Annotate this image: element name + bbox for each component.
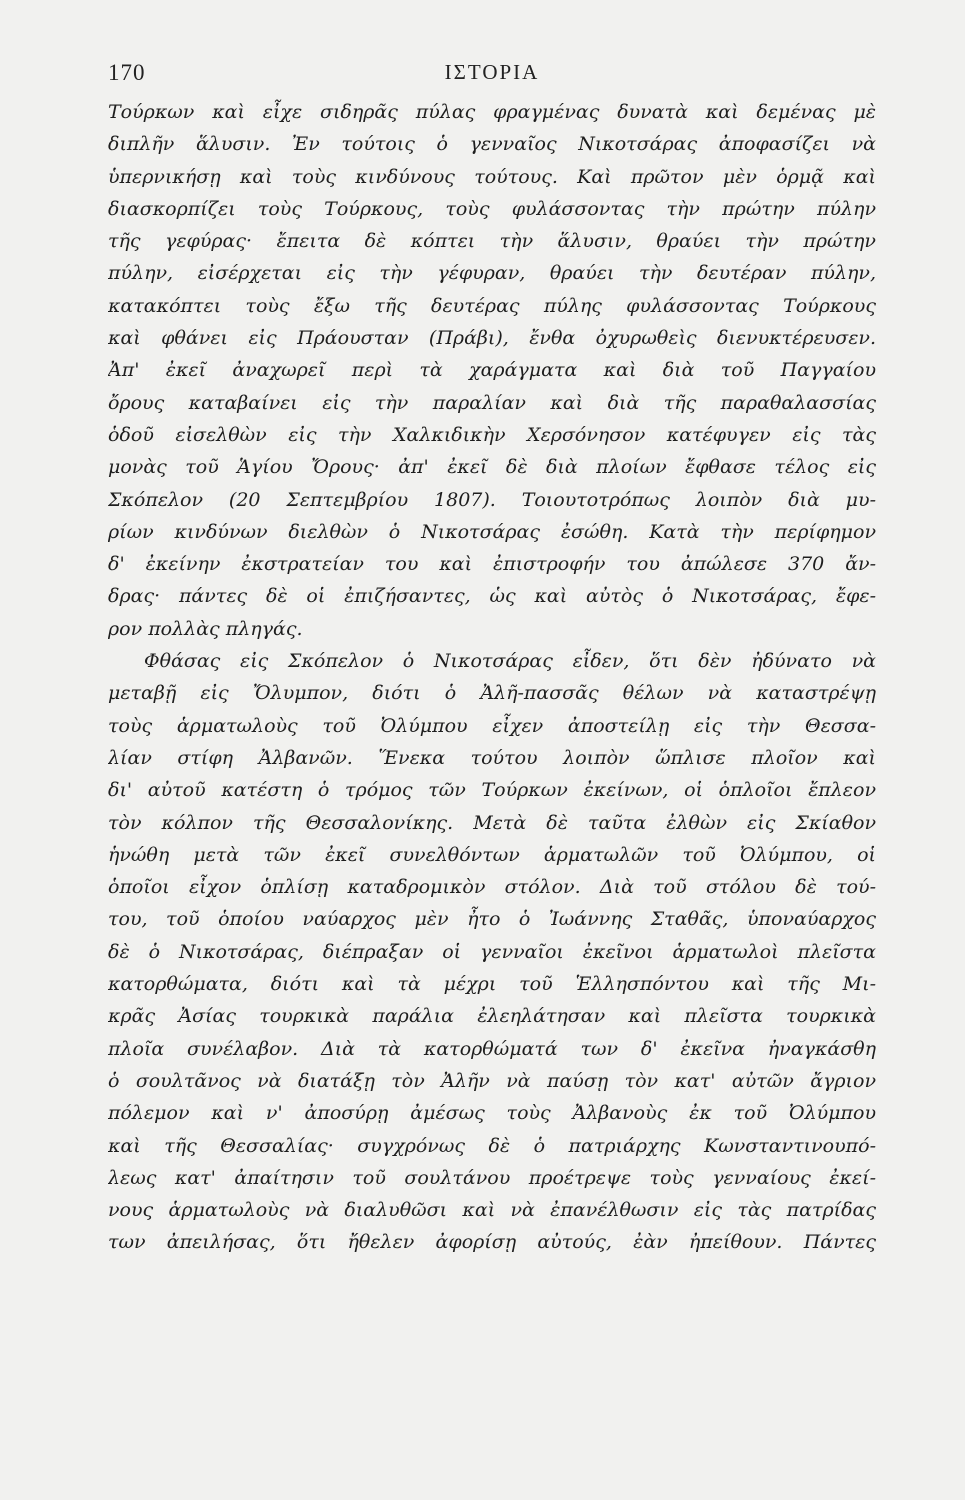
text-line: δὲ ὁ Νικοτσάρας, διέπραξαν οἱ γενναῖοι ἐκεῖνοι ἁρματωλοὶ πλεῖστα (108, 940, 876, 963)
text-line: του, τοῦ ὁποίου ναύαρχος μὲν ἦτο ὁ Ἰωάννης Σταθᾶς, ὑποναύαρχος (108, 908, 876, 931)
text-line: διασκορπίζει τοὺς Τούρκους, τοὺς φυλάσσοντας τὴν πρώτην πύλην (108, 197, 876, 220)
text-line: Ἀπ' ἐκεῖ ἀναχωρεῖ περὶ τὰ χαράγματα καὶ διὰ τοῦ Παγγαίου (108, 359, 876, 382)
running-head: ΙΣΤΟΡΙΑ (444, 60, 540, 84)
text-line: καὶ τῆς Θεσσαλίας· συγχρόνως δὲ ὁ πατριάρχης Κωνσταντινουπό- (108, 1134, 876, 1157)
body-text (108, 96, 876, 1259)
text-line: κρᾶς Ἀσίας τουρκικὰ παράλια ἐλεηλάτησαν καὶ πλεῖστα τουρκικὰ (108, 1005, 876, 1028)
text-line: ὁ σουλτᾶνος νὰ διατάξῃ τὸν Ἀλῆν νὰ παύσῃ τὸν κατ' αὐτῶν ἄγριον (108, 1069, 876, 1092)
text-line: κατορθώματα, διότι καὶ τὰ μέχρι τοῦ Ἑλλησπόντου καὶ τῆς Μι- (108, 973, 876, 996)
text-line: τοὺς ἁρματωλοὺς τοῦ Ὀλύμπου εἶχεν ἀποστείλῃ εἰς τὴν Θεσσα- (108, 714, 876, 737)
text-line: πόλεμον καὶ ν' ἀποσύρῃ ἀμέσως τοὺς Ἀλβανοὺς ἐκ τοῦ Ὀλύμπου (108, 1102, 876, 1125)
text-line: ὁποῖοι εἶχον ὁπλίσῃ καταδρομικὸν στόλον. Διὰ τοῦ στόλου δὲ τού- (108, 876, 876, 899)
text-line: ὑπερνικήσῃ καὶ τοὺς κινδύνους τούτους. Καὶ πρῶτον μὲν ὁρμᾷ καὶ (108, 165, 876, 188)
text-line: κατακόπτει τοὺς ἔξω τῆς δευτέρας πύλης φυλάσσοντας Τούρκους (108, 294, 876, 317)
text-line: τῆς γεφύρας· ἔπειτα δὲ κόπτει τὴν ἅλυσιν, θραύει τὴν πρώτην (108, 230, 876, 253)
text-line: ὄρους καταβαίνει εἰς τὴν παραλίαν καὶ διὰ τῆς παραθαλασσίας (108, 391, 876, 414)
text-line: Τούρκων καὶ εἶχε σιδηρᾶς πύλας φραγμένας δυνατὰ καὶ δεμένας μὲ (108, 101, 876, 123)
text-line: νους ἁρματωλοὺς νὰ διαλυθῶσι καὶ νὰ ἐπανέλθωσιν εἰς τὰς πατρίδας (108, 1199, 876, 1222)
text-line: ὁδοῦ εἰσελθὼν εἰς τὴν Χαλκιδικὴν Χερσόνησον κατέφυγεν εἰς τὰς (108, 423, 876, 446)
text-line: δ' ἐκείνην ἐκστρατείαν του καὶ ἐπιστροφήν του ἀπώλεσε 370 ἄν- (108, 553, 876, 576)
page-header (108, 60, 876, 94)
text-line: δρας· πάντες δὲ οἱ ἐπιζήσαντες, ὡς καὶ αὐτὸς ὁ Νικοτσάρας, ἔφε- (108, 585, 876, 608)
text-line: Σκόπελον (20 Σεπτεμβρίου 1807). Τοιουτοτρόπως λοιπὸν διὰ μυ- (108, 488, 876, 511)
paragraph-end-line: ρον πολλὰς πληγάς. (108, 617, 303, 640)
text-line: ἡνώθη μετὰ τῶν ἐκεῖ συνελθόντων ἁρματωλῶν τοῦ Ὀλύμπου, οἱ (108, 843, 876, 866)
text-line: δι' αὐτοῦ κατέστη ὁ τρόμος τῶν Τούρκων ἐκείνων, οἱ ὁπλοῖοι ἔπλεον (108, 779, 876, 802)
text-line: πύλην, εἰσέρχεται εἰς τὴν γέφυραν, θραύει τὴν δευτέραν πύλην, (108, 262, 876, 285)
text-line: ρίων κινδύνων διελθὼν ὁ Νικοτσάρας ἐσώθη. Κατὰ τὴν περίφημον (108, 520, 876, 543)
text-line: διπλῆν ἅλυσιν. Ἐν τούτοις ὁ γενναῖος Νικοτσάρας ἀποφασίζει νὰ (108, 133, 876, 156)
page-number: 170 (108, 60, 146, 85)
text-line: μονὰς τοῦ Ἁγίου Ὄρους· ἀπ' ἐκεῖ δὲ διὰ πλοίων ἔφθασε τέλος εἰς (108, 456, 876, 479)
text-line: λίαν στίφη Ἀλβανῶν. Ἕνεκα τούτου λοιπὸν ὥπλισε πλοῖον καὶ (108, 746, 876, 769)
text-line: των ἀπειλήσας, ὅτι ἤθελεν ἀφορίσῃ αὐτούς, ἐὰν ἠπείθουν. Πάντες (108, 1231, 876, 1254)
text-line: μεταβῇ εἰς Ὄλυμπον, διότι ὁ Ἀλῆ-πασσᾶς θέλων νὰ καταστρέψῃ (108, 682, 876, 705)
text-line: λεως κατ' ἀπαίτησιν τοῦ σουλτάνου προέτρεψε τοὺς γενναίους ἐκεί- (108, 1166, 876, 1189)
paragraph-start-line: Φθάσας εἰς Σκόπελον ὁ Νικοτσάρας εἶδεν, ὅτι δὲν ἠδύνατο νὰ (144, 650, 876, 673)
text-line: πλοῖα συνέλαβον. Διὰ τὰ κατορθώματά των δ' ἐκεῖνα ἠναγκάσθη (108, 1037, 876, 1060)
text-line: τὸν κόλπον τῆς Θεσσαλονίκης. Μετὰ δὲ ταῦτα ἐλθὼν εἰς Σκίαθον (108, 811, 876, 834)
text-line: καὶ φθάνει εἰς Πράουσταν (Πράβι), ἔνθα ὀχυρωθεὶς διενυκτέρευσεν. (108, 327, 876, 350)
